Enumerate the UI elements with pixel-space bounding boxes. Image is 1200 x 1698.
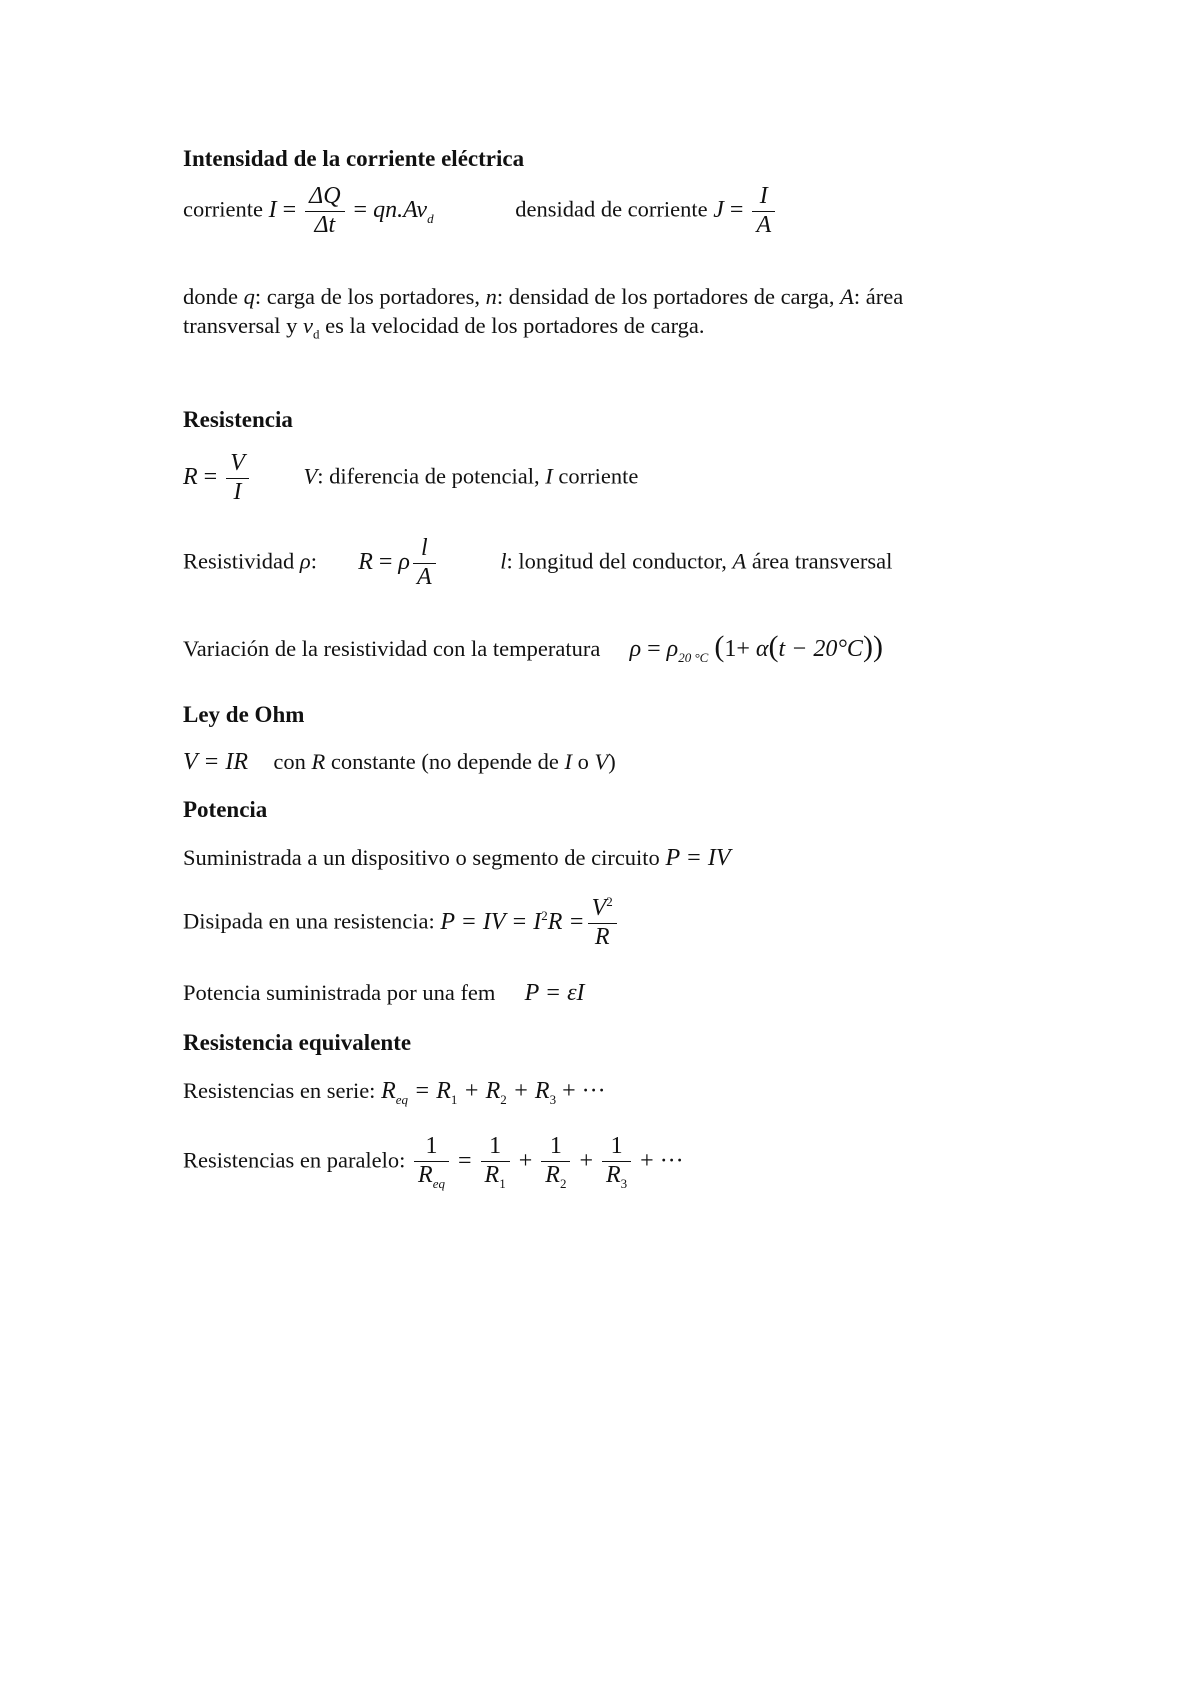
ohm-formula: V = IR	[183, 749, 249, 775]
series-formula: $R_{eq} = R_1 + R_2 + R_3$ + ···	[381, 1078, 606, 1107]
resistance-formula-line: R = $\frac{V}{I}$ V: diferencia de potencial, I corriente	[183, 450, 639, 505]
power-dissipated-line: Disipada en una resistencia: P = IV = $I^2R$ = $\frac{V^2}{R}$	[183, 895, 620, 951]
fraction-denominator: Δt	[314, 211, 336, 238]
current-density-formula: J = $\frac{I}{A}$	[713, 197, 778, 223]
power-dissipated-formula: P = IV = $I^2R$ = $\frac{V^2}{R}$	[440, 909, 619, 935]
section-title-power: Potencia	[183, 797, 268, 822]
current-description-1: donde q: carga de los portadores, n: densidad de los portadores de carga, A: área	[183, 284, 904, 309]
resistivity-line: Resistividad ρ: R = ρ $\frac{l}{A}$ l: longitud del conductor, A área transversal	[183, 535, 893, 590]
series-line: Resistencias en serie: $R_{eq} = R_1 + R_2 + R_3$ + ···	[183, 1078, 606, 1107]
current-formula-line	[183, 183, 778, 239]
current-description-2: transversal y $v_d$ es la velocidad de los portadores de carga.	[183, 313, 705, 342]
power-supplied-line: Suministrada a un dispositivo o segmento de circuito P = IV	[183, 845, 731, 871]
temperature-formula: $\rho = \rho_{20 ^\circ C}$ (1+ α(t − 20°C))	[629, 630, 883, 665]
resistivity-formula: R = ρ $\frac{l}{A}$	[358, 549, 444, 575]
section-title-current: Intensidad de la corriente eléctrica	[183, 146, 525, 171]
resistance-formula: R = $\frac{V}{I}$	[183, 464, 258, 490]
section-title-resistance: Resistencia	[183, 407, 293, 432]
power-fem-formula: P = εI	[524, 980, 585, 1006]
temperature-line: Variación de la resistividad con la temperatura $\rho = \rho_{20 ^\circ C}$ (1+ α(t − 20°C))	[183, 630, 883, 665]
current-formula: I = $\frac{\Delta Q}{\Delta t}$ = $qn.Av_d$	[268, 183, 434, 238]
ohm-line: V = IR con R constante (no depende de I o V)	[183, 749, 616, 775]
section-title-ohm: Ley de Ohm	[183, 702, 305, 727]
current-label: corriente	[183, 196, 263, 222]
power-supplied-formula: P = IV	[665, 845, 731, 871]
parallel-line: Resistencias en paralelo: $\frac{1}{R_{eq}}$ = $\frac{1}{R_1}$ + $\frac{1}{R_2}$ + $\frac{1}{R_3}$ + ···	[183, 1133, 684, 1191]
current-density-label: densidad de corriente	[515, 196, 708, 222]
power-fem-line: Potencia suministrada por una fem P = εI	[183, 980, 585, 1006]
fraction-numerator: ΔQ	[305, 183, 344, 212]
parallel-formula: $\frac{1}{R_{eq}}$ = $\frac{1}{R_1}$ + $\frac{1}{R_2}$ + $\frac{1}{R_3}$ + ···	[411, 1148, 684, 1174]
section-title-equivalent: Resistencia equivalente	[183, 1030, 412, 1055]
